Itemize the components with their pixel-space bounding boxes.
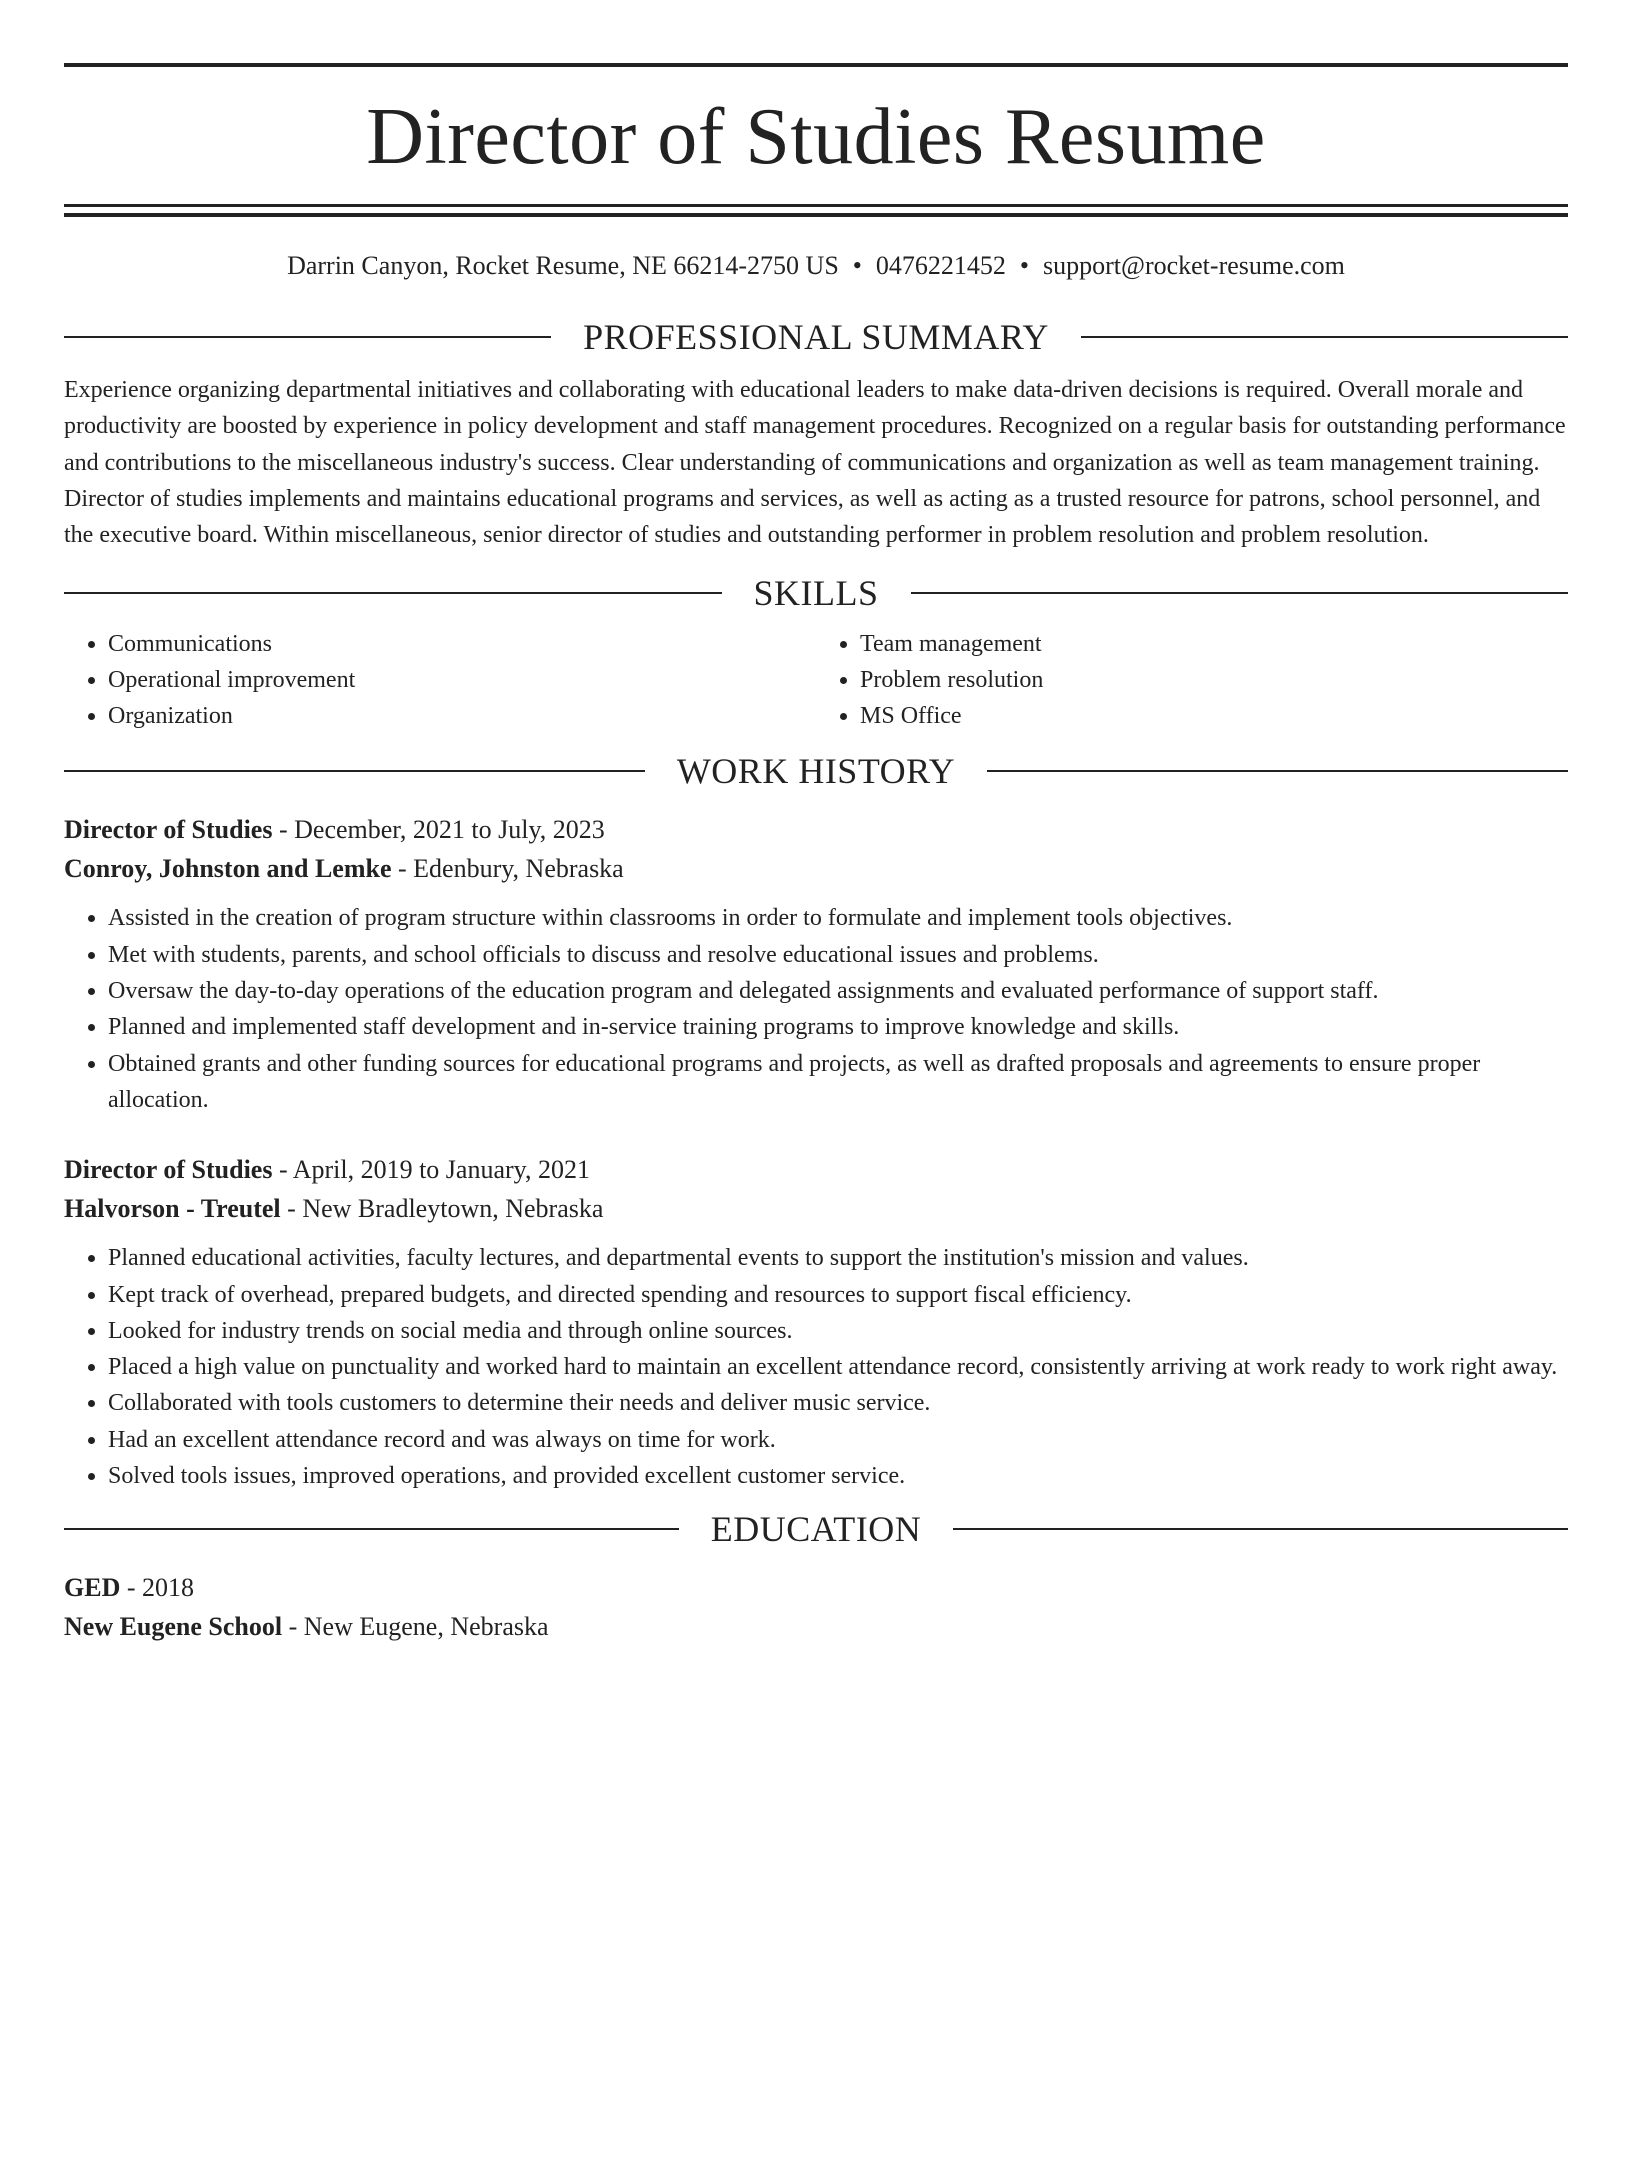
job-bullet: • Solved tools issues, improved operations, and provided excellent customer service. — [108, 1458, 1568, 1494]
job-title-line — [64, 1150, 1568, 1189]
skills-column-right — [816, 626, 1568, 734]
education-location: - New Eugene, Nebraska — [282, 1612, 549, 1642]
education-school: New Eugene School — [64, 1612, 283, 1642]
job-company: Conroy, Johnston and Lemke — [64, 854, 392, 884]
job-bullet: • Kept track of overhead, prepared budgets, and directed spending and resources to support fiscal efficiency. — [108, 1277, 1568, 1313]
job-dates: - April, 2019 to January, 2021 — [272, 1155, 590, 1185]
education-entry — [64, 1568, 1568, 1646]
skill-item: • Communications — [108, 626, 816, 662]
skills-column-left — [64, 626, 816, 734]
heading-rule-right — [953, 1528, 1568, 1530]
job-bullet: • Met with students, parents, and school officials to discuss and resolve educational issues and problems. — [108, 937, 1568, 973]
job-bullets — [64, 900, 1568, 1118]
skills-heading-label: SKILLS — [753, 573, 879, 614]
job-bullet: • Oversaw the day-to-day operations of the education program and delegated assignments and evaluated performance of support staff. — [108, 973, 1568, 1009]
job-bullet: • Planned educational activities, faculty lectures, and departmental events to support the institution's mission and values. — [108, 1240, 1568, 1276]
contact-line — [64, 251, 1568, 281]
skill-item: • MS Office — [860, 698, 1568, 734]
skill-item: • Problem resolution — [860, 662, 1568, 698]
education-degree-line — [64, 1568, 1568, 1607]
work-heading-label: WORK HISTORY — [676, 751, 956, 792]
skill-item: • Organization — [108, 698, 816, 734]
skills-heading — [64, 572, 1568, 614]
contact-address: Darrin Canyon, Rocket Resume, NE 66214-2750 US — [287, 251, 839, 280]
heading-rule-left — [64, 592, 722, 594]
heading-rule-right — [987, 770, 1568, 772]
heading-rule-right — [911, 592, 1569, 594]
contact-separator: • — [852, 251, 862, 280]
job-bullet: • Looked for industry trends on social media and through online sources. — [108, 1313, 1568, 1349]
job-title-line — [64, 810, 1568, 849]
job-company-line — [64, 1189, 1568, 1228]
job-company-line — [64, 849, 1568, 888]
header-top-rule — [64, 63, 1568, 67]
resume-page — [0, 63, 1632, 2175]
page-title: Director of Studies Resume — [366, 93, 1266, 181]
summary-heading-label: PROFESSIONAL SUMMARY — [583, 317, 1049, 357]
header-rule-lower — [64, 213, 1568, 217]
job-bullet: • Assisted in the creation of program structure within classrooms in order to formulate and implement tools objectives. — [108, 900, 1568, 936]
job-title: Director of Studies — [64, 815, 273, 845]
job-bullet: • Obtained grants and other funding sources for educational programs and projects, as well as drafted proposals and agreements to ensure proper allocation. — [108, 1046, 1568, 1119]
skill-item: • Team management — [860, 626, 1568, 662]
education-heading — [64, 1508, 1568, 1550]
job-dates: - December, 2021 to July, 2023 — [272, 815, 605, 845]
contact-email: support@rocket-resume.com — [1043, 251, 1345, 280]
skills-list — [64, 626, 1568, 734]
summary-heading — [64, 316, 1568, 358]
job-location: - Edenbury, Nebraska — [391, 854, 624, 884]
job-bullet: • Placed a high value on punctuality and worked hard to maintain an excellent attendance record, consistently arriving at work ready to work right away. — [108, 1349, 1568, 1385]
job-bullet: • Planned and implemented staff development and in-service training programs to improve knowledge and skills. — [108, 1009, 1568, 1045]
job-bullet: • Collaborated with tools customers to determine their needs and deliver music service. — [108, 1385, 1568, 1421]
heading-rule-left — [64, 1528, 679, 1530]
contact-separator: • — [1019, 251, 1029, 280]
education-degree: GED — [64, 1573, 121, 1603]
job-title: Director of Studies — [64, 1155, 273, 1185]
job-entry — [64, 1150, 1568, 1494]
job-bullet: • Had an excellent attendance record and was always on time for work. — [108, 1422, 1568, 1458]
skill-item: • Operational improvement — [108, 662, 816, 698]
education-school-line — [64, 1607, 1568, 1646]
job-bullets — [64, 1240, 1568, 1494]
work-heading — [64, 750, 1568, 792]
heading-rule-left — [64, 336, 551, 338]
job-company: Halvorson - Treutel — [64, 1194, 281, 1224]
job-location: - New Bradleytown, Nebraska — [280, 1194, 604, 1224]
education-heading-label: EDUCATION — [710, 1509, 922, 1550]
summary-text: Experience organizing departmental initiatives and collaborating with educational leaders to make data-driven decisions is required. Overall morale and productivity are boosted by experience in policy development and staff management procedures. Recognized on a regular basis for outstanding performance and contributions to the miscellaneous industry's success. Clear understanding of communications and organization as well as team management training. Director of studies implements and maintains educational programs and services, as well as acting as a trusted resource for patrons, school personnel, and the executive board. Within miscellaneous, senior director of studies and outstanding performer in problem resolution and problem resolution. — [64, 377, 1566, 549]
job-entry — [64, 810, 1568, 1118]
header-rule-upper — [64, 204, 1568, 207]
contact-phone: 0476221452 — [875, 251, 1006, 280]
education-year: - 2018 — [120, 1573, 195, 1603]
heading-rule-left — [64, 770, 645, 772]
heading-rule-right — [1081, 336, 1568, 338]
